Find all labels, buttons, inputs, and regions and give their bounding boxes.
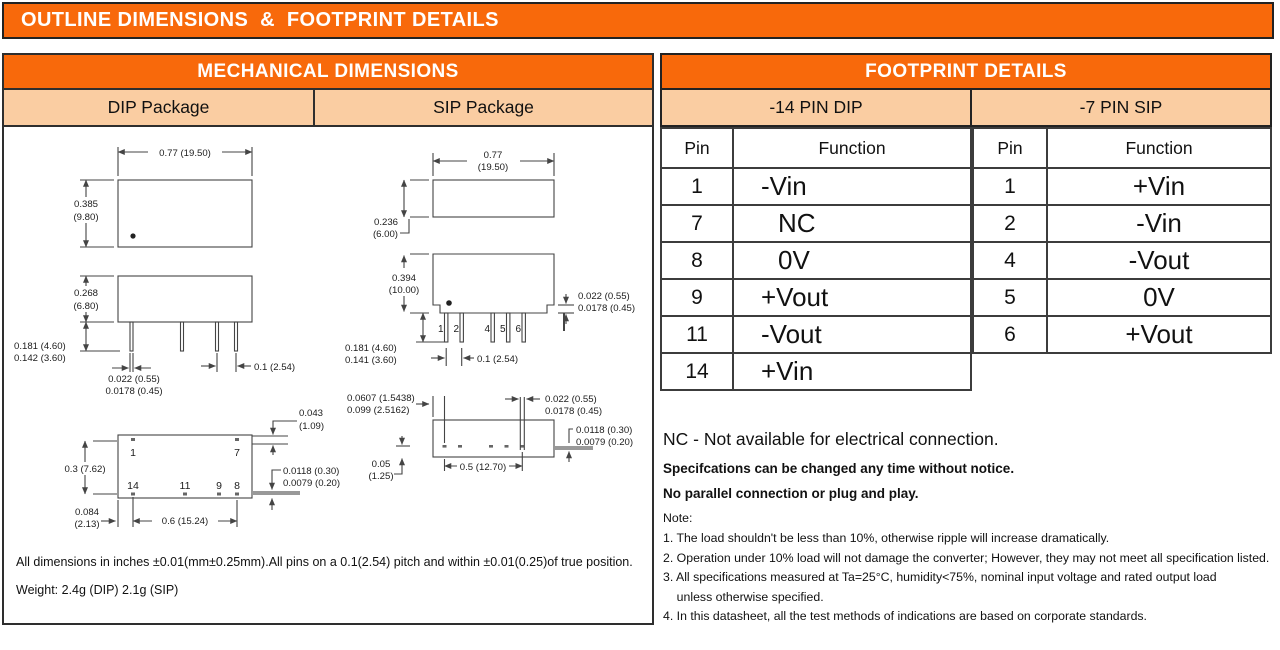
nc-note: NC - Not available for electrical connection. — [663, 429, 999, 449]
page-title: OUTLINE DIMENSIONS & FOOTPRINT DETAILS — [21, 9, 499, 31]
table-row — [661, 353, 971, 390]
dip-pin1-dot — [130, 233, 135, 238]
pin-cell: 14 — [661, 353, 733, 390]
dim-label: 0.022 (0.55) — [578, 291, 630, 302]
dim-label: 0.142 (3.60) — [14, 353, 66, 364]
mechanical-dimensions-header: MECHANICAL DIMENSIONS — [4, 55, 652, 90]
pin-column-header: Pin — [973, 128, 1047, 168]
pin-cell: 1 — [973, 168, 1047, 205]
pin-number: 11 — [179, 480, 191, 492]
dim-label: (6.80) — [73, 301, 99, 312]
dim-label: 0.268 — [73, 288, 99, 299]
note-item: 3. All specifications measured at Ta=25°C, humidity<75%, nominal input voltage and rated output load — [663, 570, 1217, 584]
dim-label: 0.141 (3.60) — [345, 355, 397, 366]
function-cell: +Vin — [733, 353, 971, 390]
pin-number: 8 — [234, 480, 240, 492]
dim-label: (6.00) — [372, 229, 398, 240]
note-item: 1. The load shouldn't be less than 10%, otherwise ripple will increase dramatically. — [663, 531, 1110, 545]
pin-cell: 8 — [661, 242, 733, 279]
function-cell: NC — [733, 205, 971, 242]
footprint-subheader-row — [660, 90, 1272, 127]
sip-package-label: SIP Package — [433, 97, 534, 117]
table-row — [973, 242, 1271, 279]
dim-label: 0.0079 (0.20) — [576, 437, 634, 448]
pin-number: 2 — [453, 324, 459, 335]
table-header-row — [661, 128, 971, 168]
dim-label: 0.022 (0.55) — [545, 394, 597, 405]
dim-label: (2.13) — [74, 519, 100, 530]
function-cell: +Vout — [733, 279, 971, 316]
dim-label: (9.80) — [73, 212, 99, 223]
dim-label: 0.3 (7.62) — [64, 464, 106, 475]
table-row — [973, 316, 1271, 353]
function-cell: +Vout — [1047, 316, 1271, 353]
dip-side-view — [14, 276, 295, 397]
pin-number: 6 — [515, 324, 521, 335]
sip-front-view — [345, 254, 635, 366]
dip-pin-header: -14 PIN DIP — [662, 90, 972, 125]
dim-label: (10.00) — [388, 285, 420, 296]
dip-bottom-view — [58, 408, 340, 530]
mechanical-drawings — [4, 127, 652, 547]
page-title-bar — [2, 2, 1274, 39]
note-item: 4. In this datasheet, all the test methods of indications are based on corporate standards. — [663, 609, 1147, 623]
function-column-header: Function — [733, 128, 971, 168]
pin-number: 1 — [130, 447, 136, 459]
pin-number: 5 — [499, 324, 506, 335]
pin-cell: 4 — [973, 242, 1047, 279]
no-parallel-note: No parallel connection or plug and play. — [663, 486, 919, 501]
dim-label: (19.50) — [477, 162, 509, 173]
dim-label: 0.181 (4.60) — [345, 343, 397, 354]
dim-label: 0.0118 (0.30) — [283, 466, 340, 477]
package-subheader-row — [4, 90, 652, 127]
dim-label: 0.05 — [371, 459, 391, 470]
mechanical-dimensions-panel — [2, 53, 654, 625]
dim-label: 0.1 (2.54) — [477, 354, 519, 365]
dim-label: (1.09) — [299, 421, 325, 432]
pin-cell: 9 — [661, 279, 733, 316]
dim-label: 0.77 — [483, 150, 503, 161]
footnotes-section — [660, 403, 1272, 627]
dip-package-label: DIP Package — [4, 90, 315, 125]
weight-note: Weight: 2.4g (DIP) 2.1g (SIP) — [16, 583, 179, 597]
dim-label: 0.236 — [373, 217, 398, 228]
dim-label: 0.0178 (0.45) — [578, 303, 636, 314]
sip-top-view — [373, 149, 554, 240]
dim-label: (1.25) — [368, 471, 394, 482]
function-column-header: Function — [1047, 128, 1271, 168]
spec-change-note: Specifcations can be changed any time without notice. — [663, 461, 1015, 476]
sip-pin-header: -7 PIN SIP — [1079, 97, 1163, 117]
pin-cell: 11 — [661, 316, 733, 353]
table-header-row — [973, 128, 1271, 168]
pin-number: 9 — [216, 480, 222, 492]
pin-number: 7 — [234, 447, 240, 459]
dim-label: 0.0178 (0.45) — [545, 406, 603, 417]
pin-cell: 6 — [973, 316, 1047, 353]
sip-pin1-dot — [446, 300, 452, 306]
dip-top-view — [64, 146, 252, 247]
table-row — [661, 316, 971, 353]
table-row — [973, 205, 1271, 242]
table-row — [973, 279, 1271, 316]
dim-label: 0.099 (2.5162) — [347, 405, 410, 416]
pin-number: 14 — [127, 480, 139, 492]
dim-label: 0.0607 (1.5438) — [347, 393, 415, 404]
footprint-details-header: FOOTPRINT DETAILS — [660, 53, 1272, 90]
sip-pin-table — [972, 127, 1272, 354]
pin-cell: 7 — [661, 205, 733, 242]
dim-label: 0.0118 (0.30) — [576, 425, 633, 436]
pin-cell: 2 — [973, 205, 1047, 242]
dim-label: 0.77 (19.50) — [159, 148, 211, 159]
table-row — [661, 205, 971, 242]
dim-label: 0.043 — [299, 408, 324, 419]
dim-label: 0.1 (2.54) — [254, 362, 296, 373]
sip-bottom-view — [347, 393, 633, 482]
pin-cell: 1 — [661, 168, 733, 205]
function-cell: -Vout — [1047, 242, 1271, 279]
dim-label: 0.394 — [391, 273, 417, 284]
table-row — [973, 168, 1271, 205]
pin-cell: 5 — [973, 279, 1047, 316]
function-cell: -Vin — [733, 168, 971, 205]
note-item: unless otherwise specified. — [663, 589, 824, 604]
mechanical-drawings-area — [4, 127, 652, 621]
pin-number: 1 — [437, 324, 444, 335]
footprint-details-panel — [660, 53, 1272, 627]
dim-label: 0.181 (4.60) — [14, 341, 66, 352]
dip-pin-table — [660, 127, 972, 391]
function-cell: -Vin — [1047, 205, 1271, 242]
dim-label: 0.084 — [74, 507, 100, 518]
dim-label: 0.0079 (0.20) — [283, 478, 341, 489]
dim-label: 0.385 — [73, 199, 99, 210]
table-row — [661, 242, 971, 279]
table-row — [661, 279, 971, 316]
dim-label: 0.5 (12.70) — [459, 462, 507, 473]
dim-label: 0.6 (15.24) — [161, 516, 209, 527]
function-cell: -Vout — [733, 316, 971, 353]
dim-label: 0.0178 (0.45) — [105, 386, 163, 397]
dimensions-tolerance-note: All dimensions in inches ±0.01(mm±0.25mm).All pins on a 0.1(2.54) pitch and within ±0.01(0.25)of true position. — [16, 555, 633, 569]
pin-function-tables — [660, 127, 1272, 403]
table-row — [661, 168, 971, 205]
note-label: Note: — [663, 511, 693, 525]
function-cell: 0V — [1047, 279, 1271, 316]
pin-number: 4 — [484, 324, 490, 335]
function-cell: 0V — [733, 242, 971, 279]
pin-thickness-bar — [252, 491, 300, 495]
pin-column-header: Pin — [661, 128, 733, 168]
function-cell: +Vin — [1047, 168, 1271, 205]
note-item: 2. Operation under 10% load will not damage the converter; However, they may not meet all specification listed. — [663, 550, 1270, 565]
dim-label: 0.022 (0.55) — [108, 374, 160, 385]
